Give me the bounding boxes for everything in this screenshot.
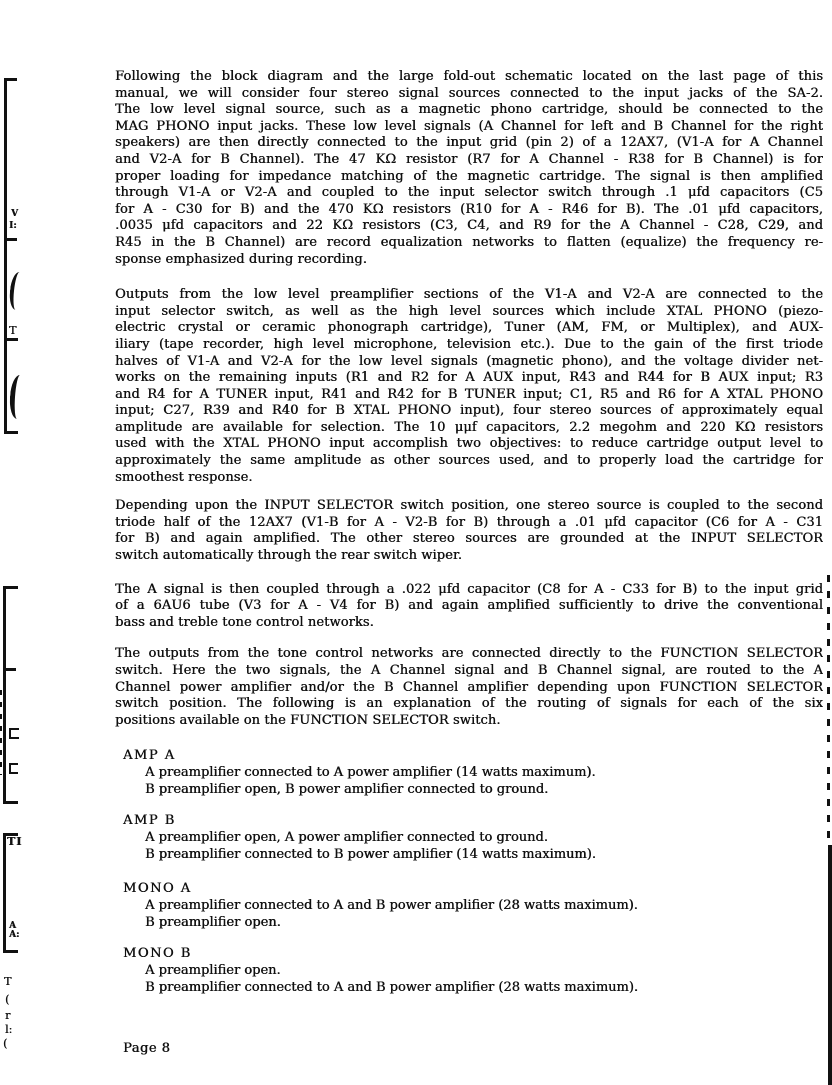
text-line: switch. Here the two signals, the A Channel signal and B Channel signal, are routed to the A [115, 663, 823, 678]
text-line: through V1-A or V2-A and coupled to the input selector switch through .1 μfd capacitors (C5 [115, 185, 823, 201]
scan-edge-dashes [0, 690, 2, 775]
paragraph-list [115, 69, 823, 729]
text-line: .0035 μfd capacitors and 22 KΩ resistors (C3, C4, and R9 for the A Channel - C28, C29, and [115, 218, 823, 234]
text-line: Following the block diagram and the large fold-out schematic located on the last page of this [115, 69, 823, 84]
text-line: R45 in the B Channel) are record equalization networks to flatten (equalize) the frequency re- [115, 234, 823, 250]
text-line: Depending upon the INPUT SELECTOR switch position, one stereo source is coupled to the second [115, 498, 823, 514]
section-heading: AMP B [123, 813, 176, 829]
paragraph [115, 582, 823, 632]
function-section [115, 945, 823, 996]
text-line: The low level signal source, such as a magnetic phono cartridge, should be connected to the [115, 102, 823, 118]
text-line: input; C27, R39 and R40 for B XTAL PHONO input), four stereo sources of approximately equal [115, 403, 823, 419]
text-line: smoothest response. [115, 469, 253, 485]
paragraph [115, 69, 823, 268]
text-line: triode half of the 12AX7 (V1-B for A - V2-B for B) through a .01 μfd capacitor (C6 for A - C31 [115, 514, 823, 530]
scan-text-fragment: V [11, 209, 18, 219]
text-line: speakers) are then directly connected to the input grid (pin 2) of a 12AX7, (V1-A for A Channel [115, 135, 823, 151]
text-line: for B) and again amplified. The other stereo sources are grounded at the INPUT SELECTOR [115, 531, 823, 547]
text-line: MAG PHONO input jacks. These low level signals (A Channel for left and B Channel for the right [115, 118, 823, 134]
text-line: sponse emphasized during recording. [115, 251, 367, 267]
scan-text-fragment: T [4, 975, 12, 988]
page-number: Page 8 [123, 1041, 171, 1056]
text-line: proper loading for impedance matching of the magnetic cartridge. The signal is then amplified [115, 168, 823, 184]
text-line: works on the remaining inputs (R1 and R2 for A AUX input, R43 and R44 for B AUX input; R3 [115, 370, 823, 386]
text-line: switch position. The following is an explanation of the routing of signals for each of the six [115, 696, 823, 712]
scan-text-fragment: A: [9, 930, 20, 940]
scan-tick [4, 338, 18, 341]
scan-text-fragment: ( [5, 993, 10, 1006]
section-item: B preamplifier connected to B power amplifier (14 watts maximum). [145, 847, 596, 863]
scan-text-fragment: r [5, 1009, 11, 1022]
section-list [115, 747, 823, 996]
function-section [115, 747, 823, 798]
section-heading: AMP A [123, 748, 176, 764]
text-line: and R4 for A TUNER input, R41 and R42 for B TUNER input; C1, R5 and R6 for A XTAL PHONO [115, 386, 823, 402]
text-line: input selector switch, as well as the high level sources which include XTAL PHONO (piezo- [115, 303, 823, 319]
scan-text-fragment: ( [3, 1037, 8, 1050]
section-item: B preamplifier open. [145, 915, 281, 931]
text-line: bass and treble tone control networks. [115, 614, 374, 630]
text-line: and V2-A for B Channel). The 47 KΩ resistor (R7 for A Channel - R38 for B Channel) is for [115, 151, 823, 167]
text-line: halves of V1-A and V2-A for the low level signals (magnetic phono), and the voltage divider net- [115, 353, 823, 369]
section-item: A preamplifier open, A power amplifier connected to ground. [145, 830, 548, 846]
section-item: A preamplifier connected to A and B power amplifier (28 watts maximum). [145, 898, 638, 914]
text-line: iliary (tape recorder, high level microphone, television etc.). Due to the gain of the first triode [115, 336, 823, 352]
text-line: positions available on the FUNCTION SELECTOR switch. [115, 712, 501, 728]
scan-letter-fragment [9, 728, 19, 739]
paragraph [115, 498, 823, 564]
scan-text-fragment: T [9, 324, 17, 337]
text-line: manual, we will consider four stereo signal sources connected to the input jacks of the SA-2. [115, 85, 823, 101]
text-line: for A - C30 for B) and the 470 KΩ resistors (R10 for A - R46 for B). The .01 μfd capacitors, [115, 201, 823, 217]
section-heading: MONO B [123, 946, 192, 962]
text-line: Outputs from the low level preamplifier sections of the V1-A and V2-A are connected to the [115, 287, 823, 303]
function-section [115, 880, 823, 931]
function-section [115, 812, 823, 863]
text-line: used with the XTAL PHONO input accomplish two objectives: to reduce cartridge output level to [115, 436, 823, 452]
section-heading: MONO A [123, 881, 192, 897]
section-item: B preamplifier connected to A and B power amplifier (28 watts maximum). [145, 980, 638, 996]
scan-text-fragment: l: [5, 1023, 13, 1036]
text-line: Channel power amplifier and/or the B Channel amplifier depending upon FUNCTION SELECTOR [115, 679, 823, 695]
section-item: B preamplifier open, B power amplifier connected to ground. [145, 782, 549, 798]
scan-text-fragment: TI [7, 835, 23, 848]
scan-text-fragment: A [9, 921, 16, 931]
text-line: switch automatically through the rear switch wiper. [115, 548, 462, 564]
scan-right-edge-solid [828, 845, 832, 1085]
text-line: electric crystal or ceramic phonograph cartridge), Tuner (AM, FM, or Multiplex), and AUX- [115, 320, 823, 336]
text-line: of a 6AU6 tube (V3 for A - V4 for B) and again amplified sufficiently to drive the conventional [115, 598, 823, 614]
section-item: A preamplifier connected to A power amplifier (14 watts maximum). [145, 765, 596, 781]
scan-text-fragment: I: [9, 221, 17, 231]
scan-tick [3, 668, 16, 671]
section-item: A preamplifier open. [145, 963, 281, 979]
scan-right-edge-dashed [827, 575, 830, 847]
paragraph [115, 287, 823, 486]
scan-letter-fragment [9, 763, 18, 774]
paragraph [115, 646, 823, 729]
text-line: The A signal is then coupled through a .022 μfd capacitor (C8 for A - C33 for B) to the input grid [115, 581, 823, 597]
text-line: amplitude are available for selection. The 10 μμf capacitors, 2.2 megohm and 220 KΩ resistors [115, 419, 823, 435]
page-content [115, 69, 823, 996]
text-line: approximately the same amplitude as other sources used, and to properly load the cartridge for [115, 453, 823, 469]
text-line: The outputs from the tone control networks are connected directly to the FUNCTION SELECTOR [115, 646, 823, 662]
